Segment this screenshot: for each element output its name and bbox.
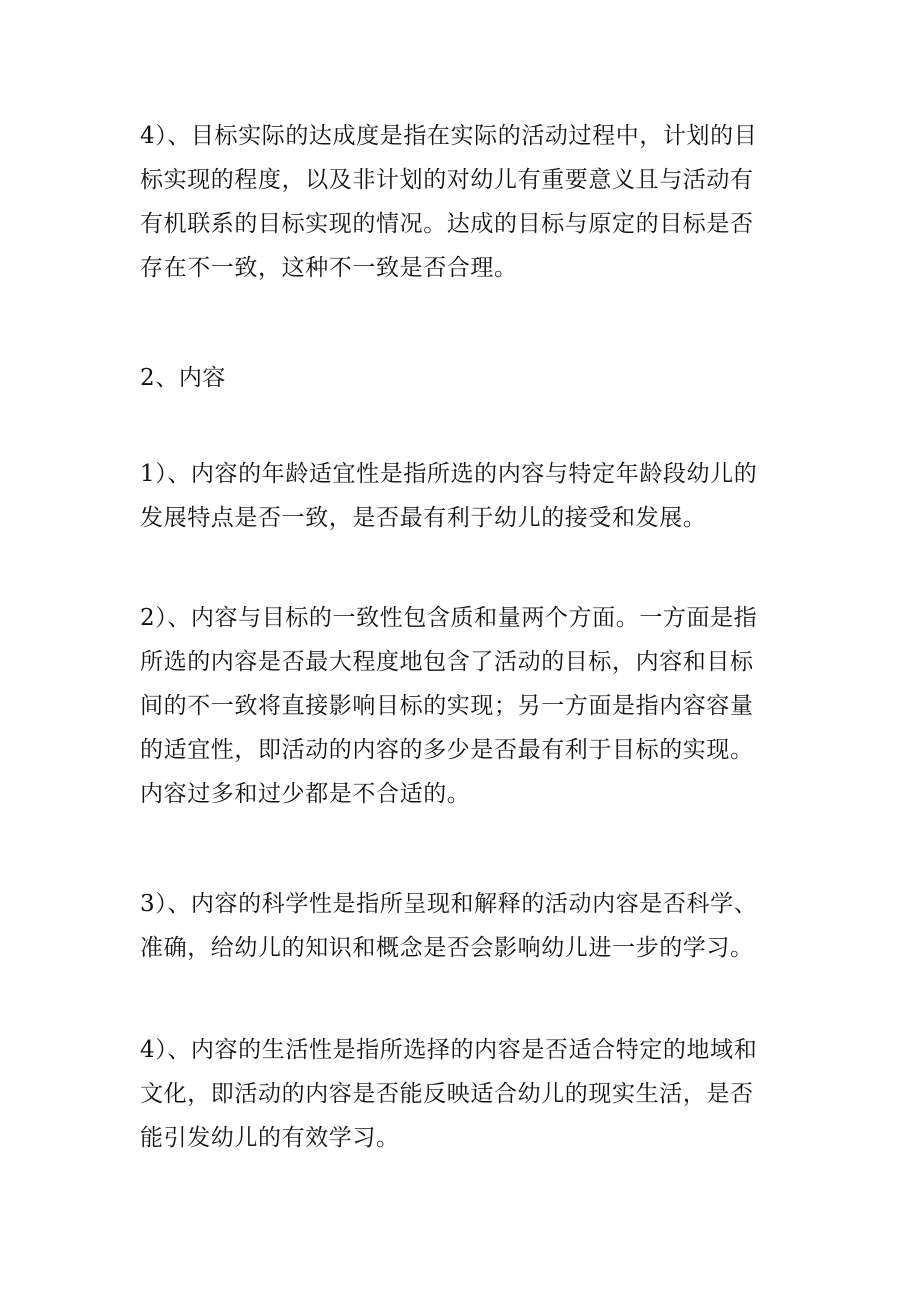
text-line: 有机联系的目标实现的情况。达成的目标与原定的目标是否: [140, 211, 754, 237]
paragraph-age-appropriateness: [140, 452, 788, 540]
text-line: 存在不一致，这种不一致是否合理。: [140, 255, 518, 281]
text-line: 3）、内容的科学性是指所呈现和解释的活动内容是否科学、: [140, 891, 758, 917]
text-line: 1）、内容的年龄适宜性是指所选的内容与特定年龄段幼儿的: [140, 461, 758, 487]
text-line: 4）、目标实际的达成度是指在实际的活动过程中，计划的目: [140, 123, 758, 149]
text-line: 发展特点是否一致，是否最有利于幼儿的接受和发展。: [140, 505, 707, 531]
text-line: 内容过多和过少都是不合适的。: [140, 781, 471, 807]
section-heading-content: 2、内容: [140, 365, 227, 391]
paragraph-goal-achievement: [140, 114, 788, 290]
text-line: 4）、内容的生活性是指所选择的内容是否适合特定的地域和: [140, 1037, 758, 1063]
paragraph-scientific-nature: [140, 882, 788, 970]
text-line: 间的不一致将直接影响目标的实现；另一方面是指内容容量: [140, 693, 754, 719]
paragraph-content-goal-consistency: [140, 596, 788, 816]
text-line: 2）、内容与目标的一致性包含质和量两个方面。一方面是指: [140, 605, 758, 631]
text-line: 的适宜性，即活动的内容的多少是否最有利于目标的实现。: [140, 737, 754, 763]
text-line: 文化，即活动的内容是否能反映适合幼儿的现实生活，是否: [140, 1081, 754, 1107]
text-line: 标实现的程度，以及非计划的对幼儿有重要意义且与活动有: [140, 167, 754, 193]
text-line: 能引发幼儿的有效学习。: [140, 1125, 400, 1151]
text-line: 准确，给幼儿的知识和概念是否会影响幼儿进一步的学习。: [140, 935, 754, 961]
text-line: 所选的内容是否最大程度地包含了活动的目标，内容和目标: [140, 649, 754, 675]
paragraph-life-relevance: [140, 1028, 788, 1160]
